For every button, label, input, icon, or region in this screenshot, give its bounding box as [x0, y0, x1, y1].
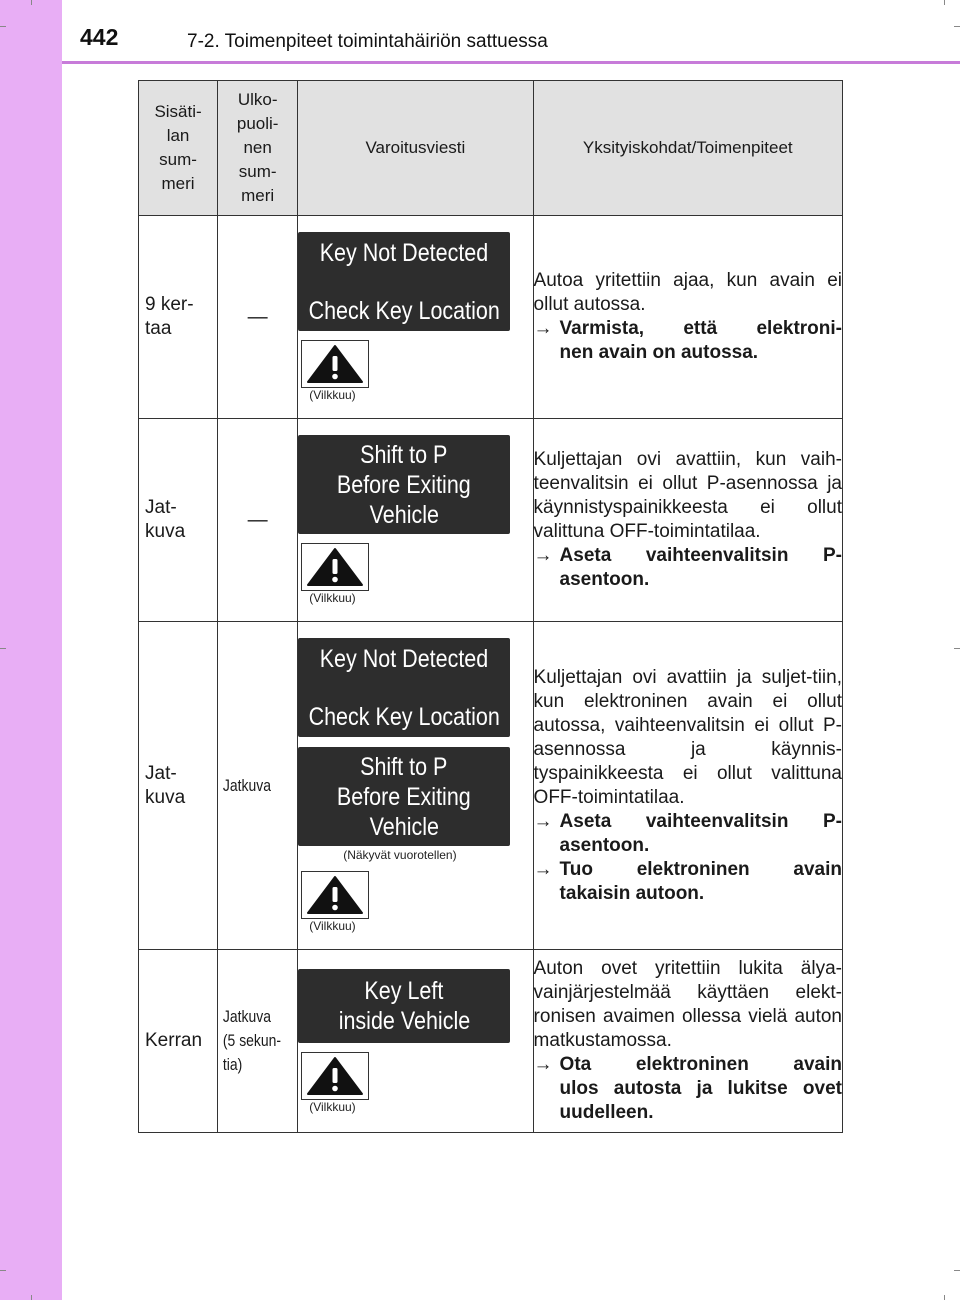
- col-header-details: [533, 81, 842, 216]
- crop-mark: [954, 648, 960, 649]
- display-message-line: Vehicle: [369, 812, 439, 841]
- action-item: [534, 544, 842, 592]
- crop-mark: [0, 26, 6, 27]
- col-header-interior-buzzer: [139, 81, 218, 216]
- crop-mark: [944, 1295, 945, 1300]
- text-line: Jat-: [145, 497, 177, 518]
- display-message-line: Shift to P: [360, 752, 448, 781]
- blinking-caption: (Vilkkuu): [309, 1099, 356, 1114]
- text-line: tia): [223, 1055, 243, 1074]
- text-line: 9 ker-: [145, 294, 194, 315]
- col-header-label: [139, 100, 217, 196]
- warning-triangle-icon: [306, 547, 364, 587]
- display-message-line: Before Exiting: [337, 782, 472, 811]
- crop-mark: [0, 1270, 6, 1271]
- warning-triangle-icon: [306, 1056, 364, 1096]
- action-line: nen avain on autossa.: [559, 342, 759, 363]
- action-line: Tuo elektroninen avain: [559, 858, 842, 880]
- text-line: Jatkuva: [223, 775, 272, 795]
- warning-triangle-icon: [306, 344, 364, 384]
- action-item: [534, 810, 842, 858]
- cell-warning-message: [298, 216, 533, 419]
- arrow-right-icon: →: [533, 545, 553, 566]
- col-header-exterior-buzzer: [218, 81, 298, 216]
- col-header-line: puoli-: [236, 114, 279, 133]
- action-text: [560, 858, 842, 906]
- master-warning-light: [301, 1052, 369, 1100]
- arrow-right-icon: →: [533, 858, 553, 880]
- blinking-caption: (Vilkkuu): [309, 919, 356, 933]
- display-message-line: Shift to P: [360, 440, 448, 469]
- cell-warning-message: [298, 419, 533, 622]
- crop-mark: [944, 0, 945, 5]
- cell-interior-buzzer: [139, 622, 218, 950]
- master-warning-light: [301, 340, 369, 388]
- interior-buzzer-text: [139, 293, 217, 341]
- text-line: kuva: [145, 786, 186, 808]
- crop-mark: [0, 648, 6, 649]
- table-row: [139, 419, 843, 622]
- interior-buzzer-text: [139, 496, 217, 544]
- text-line: Kerran: [145, 1030, 203, 1051]
- table-row: [139, 622, 843, 950]
- display-message-line: Key Not Detected: [319, 238, 489, 267]
- cell-warning-message: [298, 950, 533, 1133]
- cell-exterior-buzzer: [218, 950, 298, 1133]
- table-row: [139, 216, 843, 419]
- cell-interior-buzzer: [139, 950, 218, 1133]
- col-header-line: meri: [241, 186, 275, 205]
- alternating-caption: (Näkyvät vuorotellen): [343, 848, 457, 862]
- page-number: 442: [80, 24, 119, 50]
- col-header-label: [218, 88, 297, 208]
- text-line: Jat-: [145, 762, 177, 784]
- multi-info-display: [298, 747, 510, 846]
- col-header-line: sum-: [159, 150, 197, 169]
- action-text: [560, 1053, 842, 1125]
- display-message-line: Key Left: [364, 976, 444, 1005]
- page-header: [62, 0, 960, 64]
- crop-mark: [31, 1295, 32, 1300]
- table-row: [139, 950, 843, 1133]
- text-line: kuva: [145, 521, 186, 542]
- cell-interior-buzzer: [139, 216, 218, 419]
- action-line: Ota elektroninen avain: [559, 1054, 842, 1075]
- interior-buzzer-text: [139, 762, 217, 810]
- col-header-line: meri: [161, 174, 195, 193]
- no-buzzer-dash: —: [247, 508, 268, 531]
- exterior-buzzer-text: [218, 774, 283, 798]
- action-item: [534, 1053, 842, 1125]
- detail-text: Auton ovet yritettiin lukita älya-vainjärjestelmää käyttäen elekt-ronisen avaimen ollessa vielä auton matkustamossa.: [533, 958, 842, 1051]
- display-message-line: Key Not Detected: [319, 644, 489, 673]
- cell-exterior-buzzer: [218, 216, 298, 419]
- interior-buzzer-text: [139, 1029, 217, 1053]
- detail-text: Autoa yritettiin ajaa, kun avain ei ollut autossa.: [533, 270, 842, 315]
- action-line: uudelleen.: [559, 1102, 654, 1123]
- cell-details: [533, 622, 842, 950]
- cell-details: [533, 950, 842, 1133]
- col-header-line: lan: [166, 126, 190, 145]
- arrow-right-icon: →: [533, 1054, 553, 1075]
- master-warning-light: [301, 543, 369, 591]
- detail-text: Kuljettajan ovi avattiin, kun vaih-teenvalitsin ei ollut P-asennossa ja käynnistyspainikkeesta ei ollut valittuna OFF-toimintatilaa.: [533, 449, 842, 542]
- blinking-caption: (Vilkkuu): [309, 388, 356, 402]
- blinking-caption: (Vilkkuu): [309, 591, 356, 605]
- arrow-right-icon: →: [533, 318, 553, 339]
- text-line: (5 sekun-: [223, 1031, 282, 1050]
- cell-exterior-buzzer: [218, 622, 298, 950]
- col-header-line: sum-: [238, 162, 277, 181]
- section-title: 7-2. Toimenpiteet toimintahäiriön sattuessa: [187, 31, 548, 52]
- col-header-line: Sisäti-: [154, 102, 202, 121]
- action-text: [560, 317, 842, 365]
- multi-info-display: [298, 638, 510, 737]
- table-body: [139, 216, 843, 1133]
- cell-warning-message: [298, 622, 533, 950]
- display-message-line: Check Key Location: [308, 702, 500, 731]
- action-line: asentoon.: [559, 834, 650, 856]
- multi-info-display: [298, 232, 510, 331]
- action-item: [534, 317, 842, 365]
- side-tab-stripe: [0, 0, 62, 1300]
- warning-message-table: [138, 80, 843, 1133]
- arrow-right-icon: →: [533, 810, 553, 832]
- display-message-line: Before Exiting: [337, 470, 472, 499]
- action-line: takaisin autoon.: [559, 882, 705, 904]
- detail-text: Kuljettajan ovi avattiin ja suljet-tiin, kun elektroninen avain ei ollut autossa, vaihteenvalitsin ei ollut P-asennossa ja käynnis-tyspainikkeesta ei ollut valittuna OFF-toimintatilaa.: [533, 666, 842, 808]
- col-header-message: [298, 81, 533, 216]
- col-header-label: Varoitusviesti: [365, 138, 466, 157]
- action-text: [560, 810, 842, 858]
- action-item: [534, 858, 842, 906]
- no-buzzer-dash: —: [247, 305, 268, 328]
- action-line: Aseta vaihteenvalitsin P-: [559, 545, 842, 566]
- master-warning-light: [301, 871, 369, 919]
- crop-mark: [31, 0, 32, 5]
- col-header-label: Yksityiskohdat/Toimenpiteet: [582, 138, 793, 157]
- action-line: asentoon.: [559, 569, 650, 590]
- action-line: Aseta vaihteenvalitsin P-: [559, 810, 842, 832]
- cell-details: [533, 216, 842, 419]
- multi-info-display: [298, 435, 510, 534]
- multi-info-display: [298, 969, 510, 1043]
- display-message-line: Check Key Location: [308, 296, 500, 325]
- header-rule: [62, 61, 960, 64]
- display-message-line: inside Vehicle: [338, 1006, 470, 1035]
- warning-triangle-icon: [306, 875, 364, 915]
- crop-mark: [954, 1270, 960, 1271]
- table-header-row: [139, 81, 843, 216]
- action-text: [560, 544, 842, 592]
- crop-mark: [954, 26, 960, 27]
- col-header-line: nen: [243, 138, 272, 157]
- display-message-line: Vehicle: [369, 500, 439, 529]
- cell-interior-buzzer: [139, 419, 218, 622]
- cell-details: [533, 419, 842, 622]
- text-line: Jatkuva: [223, 1007, 272, 1026]
- action-line: Varmista, että elektroni-: [559, 318, 842, 339]
- action-line: ulos autosta ja lukitse ovet: [559, 1078, 842, 1099]
- text-line: taa: [145, 318, 172, 339]
- cell-exterior-buzzer: [218, 419, 298, 622]
- col-header-line: Ulko-: [237, 90, 278, 109]
- exterior-buzzer-text: [218, 1005, 283, 1077]
